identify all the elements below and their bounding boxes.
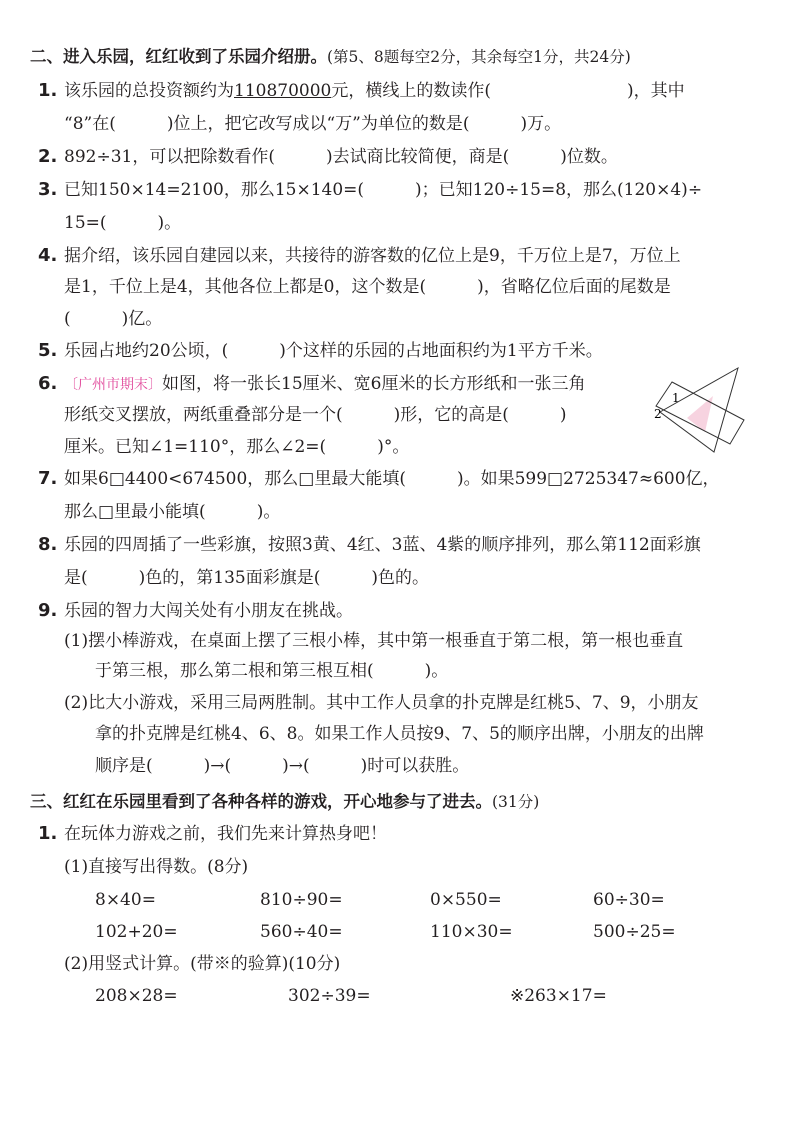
source-tag: 〔广州市期末〕 xyxy=(64,377,162,393)
p1-sub2: (2)用竖式计算。(带※的验算)(10分) xyxy=(64,954,341,974)
calc-item: 60÷30= xyxy=(593,890,665,910)
calc-item: 810÷90= xyxy=(260,890,343,910)
section2-score: (第5、8题每空2分，其余每空1分，共24分) xyxy=(327,48,631,66)
q3-line1: 已知150×14=2100，那么15×140=( )；已知120÷15=8，那么(120×4)÷ xyxy=(64,180,703,200)
section3-score: (31分) xyxy=(492,793,540,811)
q3-number: 3. xyxy=(38,179,58,200)
q6-line2: 形纸交叉摆放，两纸重叠部分是一个( )形，它的高是( ) xyxy=(64,405,567,425)
q9-sub2-line2: 拿的扑克牌是红桃4、6、8。如果工作人员按9、7、5的顺序出牌，小朋友的出牌 xyxy=(95,724,704,744)
section2-title: 二、进入乐园，红红收到了乐园介绍册。 xyxy=(30,47,327,66)
q9-number: 9. xyxy=(38,600,58,621)
calc-item: 102+20= xyxy=(95,922,178,942)
q1-number: 1. xyxy=(38,80,58,101)
calc-item: 110×30= xyxy=(430,922,513,942)
calc-item: 500÷25= xyxy=(593,922,676,942)
q9-sub2-line3: 顺序是( )→( )→( )时可以获胜。 xyxy=(95,756,470,776)
q8-line2: 是( )色的，第135面彩旗是( )色的。 xyxy=(64,568,429,588)
section3-title: 三、红红在乐园里看到了各种各样的游戏，开心地参与了进去。 xyxy=(30,792,492,811)
q8-number: 8. xyxy=(38,534,58,555)
rectangle-triangle-figure xyxy=(652,366,752,458)
q9-sub2-line1: (2)比大小游戏，采用三局两胜制。其中工作人员拿的扑克牌是红桃5、7、9，小朋友 xyxy=(64,693,699,713)
q9-sub1-line2: 于第三根，那么第二根和第三根互相( )。 xyxy=(95,661,449,681)
q8-line1: 乐园的四周插了一些彩旗，按照3黄、4红、3蓝、4紫的顺序排列，那么第112面彩旗 xyxy=(64,535,701,555)
q4-number: 4. xyxy=(38,245,58,266)
q1-text-b: 元，横线上的数读作( )，其中 xyxy=(331,81,685,101)
q6-line3: 厘米。已知∠1=110°，那么∠2=( )°。 xyxy=(64,437,410,457)
q7-number: 7. xyxy=(38,468,58,489)
p1-sub1: (1)直接写出得数。(8分) xyxy=(64,857,249,877)
q1-line2: “8”在( )位上，把它改写成以“万”为单位的数是( )万。 xyxy=(64,114,562,134)
q1-line1 xyxy=(64,80,685,102)
calc-item: 8×40= xyxy=(95,890,156,910)
q2-number: 2. xyxy=(38,146,58,167)
q4-line1: 据介绍，该乐园自建园以来，共接待的游客数的亿位上是9，千万位上是7，万位上 xyxy=(64,246,681,266)
q7-line1: 如果6□4400<674500，那么□里最大能填( )。如果599□2725347≈600亿， xyxy=(64,469,720,489)
q9-line1: 乐园的智力大闯关处有小朋友在挑战。 xyxy=(64,601,353,621)
angle1-label: 1 xyxy=(672,391,680,405)
q6-line1 xyxy=(64,373,585,396)
p1-number: 1. xyxy=(38,823,58,844)
vertical-calc-item: 302÷39= xyxy=(288,986,371,1006)
q1-underlined-number: 110870000 xyxy=(234,81,332,101)
q9-sub1-line1: (1)摆小棒游戏，在桌面上摆了三根小棒，其中第一根垂直于第二根，第一根也垂直 xyxy=(64,631,684,651)
q6-text: 如图，将一张长15厘米、宽6厘米的长方形纸和一张三角 xyxy=(162,374,586,394)
q1-text: 该乐园的总投资额约为 xyxy=(64,81,234,101)
section3-heading xyxy=(30,791,539,813)
calc-item: 0×550= xyxy=(430,890,502,910)
q6-number: 6. xyxy=(38,373,58,394)
vertical-calc-item: ※263×17= xyxy=(510,986,607,1006)
section2-heading xyxy=(30,46,631,68)
calc-item: 560÷40= xyxy=(260,922,343,942)
q3-line2: 15=( )。 xyxy=(64,213,182,233)
q4-line3: ( )亿。 xyxy=(64,309,163,329)
q7-line2: 那么□里最小能填( )。 xyxy=(64,502,281,522)
q2-line1: 892÷31，可以把除数看作( )去试商比较简便，商是( )位数。 xyxy=(64,147,618,167)
angle2-label: 2 xyxy=(654,407,662,421)
vertical-calc-item: 208×28= xyxy=(95,986,178,1006)
p1-line1: 在玩体力游戏之前，我们先来计算热身吧！ xyxy=(64,824,387,844)
q5-line1: 乐园占地约20公顷，( )个这样的乐园的占地面积约为1平方千米。 xyxy=(64,341,603,361)
q4-line2: 是1，千位上是4，其他各位上都是0，这个数是( )，省略亿位后面的尾数是 xyxy=(64,277,671,297)
q5-number: 5. xyxy=(38,340,58,361)
